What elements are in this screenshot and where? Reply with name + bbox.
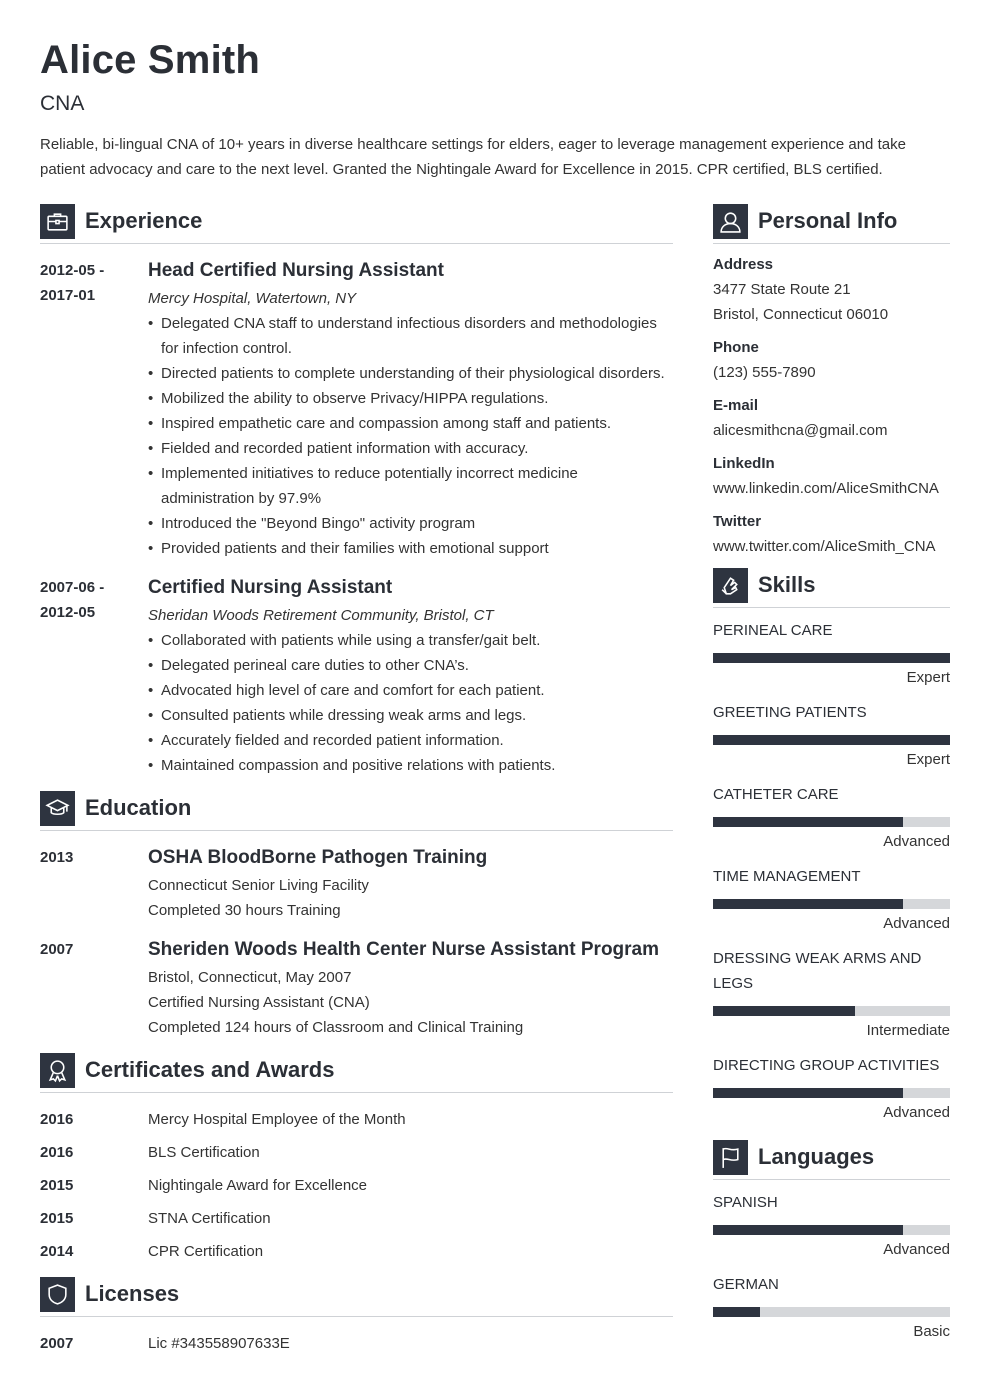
candidate-name: Alice Smith [40, 38, 261, 82]
education-line: Certified Nursing Assistant (CNA) [148, 994, 370, 1011]
list-item: • Mobilized the ability to observe Privacy/HIPPA regulations. [148, 386, 673, 411]
personal-info-header [713, 203, 950, 244]
info-label: LinkedIn [713, 455, 775, 472]
list-item: • Implemented initiatives to reduce potentially incorrect medicine administration by 97.9% [148, 461, 673, 511]
education-entry [40, 845, 673, 923]
info-label: Twitter [713, 513, 762, 530]
experience-title: Experience [85, 208, 203, 233]
list-item: • Delegated CNA staff to understand infectious disorders and methodologies for infection control. [148, 311, 673, 361]
job-title: Head Certified Nursing Assistant [148, 260, 444, 281]
job-body [148, 258, 673, 561]
list-item: • Advocated high level of care and comfort for each patient. [148, 678, 673, 703]
certificate-row [40, 1107, 673, 1132]
right-column [713, 203, 950, 1344]
license-year: 2007 [40, 1335, 74, 1352]
skill-level-bar [713, 817, 950, 827]
list-item: • Directed patients to complete understanding of their physiological disorders. [148, 361, 673, 386]
left-column [40, 203, 673, 1356]
education-year: 2007 [40, 941, 74, 958]
language-item [713, 1272, 950, 1344]
skill-level-label: Expert [906, 751, 950, 768]
skill-level-bar [713, 899, 950, 909]
experience-entry [40, 258, 673, 561]
education-section [40, 790, 673, 1040]
language-level-label: Advanced [883, 1241, 950, 1258]
personal-info-title: Personal Info [758, 208, 898, 233]
info-value: alicesmithcna@gmail.com [713, 422, 888, 439]
list-item: • Maintained compassion and positive relations with patients. [148, 753, 673, 778]
skill-level-label: Expert [906, 669, 950, 686]
education-title: Sheriden Woods Health Center Nurse Assistant Program [148, 939, 660, 960]
job-company: Sheridan Woods Retirement Community, Bristol, CT [148, 607, 494, 624]
languages-title: Languages [758, 1144, 875, 1169]
job-date-end: 2012-05 [40, 604, 96, 621]
certificate-year: 2015 [40, 1177, 74, 1194]
education-year: 2013 [40, 849, 74, 866]
education-line: Connecticut Senior Living Facility [148, 877, 369, 894]
licenses-section [40, 1276, 673, 1356]
briefcase-icon [40, 204, 75, 239]
shield-icon [40, 1277, 75, 1312]
education-details [148, 873, 673, 923]
education-body [148, 845, 673, 923]
info-value: www.linkedin.com/AliceSmithCNA [713, 480, 939, 497]
language-level-label: Basic [913, 1323, 950, 1340]
hand-tools-icon [713, 568, 748, 603]
profile-summary: Reliable, bi-lingual CNA of 10+ years in diverse healthcare settings for elders, eager to leverage management experience and take patient advocacy and care to the next level. Granted the Nightingale Award for Excellence in 2015. CPR certified, BLS certified. [40, 136, 906, 178]
skill-item [713, 946, 950, 1043]
certificate-year: 2015 [40, 1210, 74, 1227]
skill-level-label: Advanced [883, 833, 950, 850]
skill-level-fill [713, 1088, 903, 1098]
licenses-header [40, 1276, 673, 1317]
job-dates [40, 258, 148, 561]
info-label: E-mail [713, 397, 759, 414]
skill-level-bar [713, 653, 950, 663]
skill-level-fill [713, 735, 950, 745]
education-line: Completed 30 hours Training [148, 902, 341, 919]
language-item [713, 1190, 950, 1262]
flag-icon [713, 1140, 748, 1175]
certificate-text: BLS Certification [148, 1144, 260, 1161]
skill-name: DRESSING WEAK ARMS AND LEGS [713, 950, 922, 992]
list-item: • Inspired empathetic care and compassion among staff and patients. [148, 411, 673, 436]
certificates-section [40, 1052, 673, 1264]
certificate-row [40, 1140, 673, 1165]
info-value: 3477 State Route 21 [713, 281, 851, 298]
language-level-fill [713, 1307, 760, 1317]
list-item: • Delegated perineal care duties to other CNA’s. [148, 653, 673, 678]
list-item: • Fielded and recorded patient information with accuracy. [148, 436, 673, 461]
skill-name: TIME MANAGEMENT [713, 868, 861, 885]
skill-level-fill [713, 653, 950, 663]
info-label: Phone [713, 339, 759, 356]
job-title: Certified Nursing Assistant [148, 577, 393, 598]
skill-level-label: Advanced [883, 915, 950, 932]
language-level-fill [713, 1225, 903, 1235]
licenses-title: Licenses [85, 1281, 180, 1306]
list-item: • Accurately fielded and recorded patient information. [148, 728, 673, 753]
job-company: Mercy Hospital, Watertown, NY [148, 290, 357, 307]
job-body [148, 575, 673, 778]
skills-header [713, 567, 950, 608]
experience-header [40, 203, 673, 244]
education-details [148, 965, 673, 1040]
language-level-bar [713, 1307, 950, 1317]
skill-name: GREETING PATIENTS [713, 704, 867, 721]
languages-section [713, 1139, 950, 1344]
job-bullets [148, 628, 673, 778]
certificate-year: 2016 [40, 1144, 74, 1161]
candidate-role: CNA [40, 92, 85, 115]
certificate-row [40, 1206, 673, 1231]
language-level-bar [713, 1225, 950, 1235]
skill-level-fill [713, 1006, 855, 1016]
certificates-title: Certificates and Awards [85, 1057, 335, 1082]
education-line: Bristol, Connecticut, May 2007 [148, 969, 352, 986]
skill-level-fill [713, 899, 903, 909]
skill-name: CATHETER CARE [713, 786, 839, 803]
languages-header [713, 1139, 950, 1180]
experience-section [40, 203, 673, 778]
license-row [40, 1331, 673, 1356]
skill-item [713, 864, 950, 936]
info-value: (123) 555-7890 [713, 364, 816, 381]
skill-level-bar [713, 1088, 950, 1098]
language-name: GERMAN [713, 1276, 779, 1293]
language-name: SPANISH [713, 1194, 778, 1211]
skills-title: Skills [758, 572, 816, 597]
education-title: Education [85, 795, 192, 820]
skills-section [713, 567, 950, 1125]
certificate-text: Mercy Hospital Employee of the Month [148, 1111, 406, 1128]
skill-item [713, 1053, 950, 1125]
certificate-row [40, 1173, 673, 1198]
skill-name: PERINEAL CARE [713, 622, 833, 639]
certificate-row [40, 1239, 673, 1264]
education-body [148, 937, 673, 1040]
job-date-start: 2007-06 - [40, 579, 105, 596]
list-item: • Introduced the "Beyond Bingo" activity program [148, 511, 673, 536]
award-ribbon-icon [40, 1053, 75, 1088]
education-title: OSHA BloodBorne Pathogen Training [148, 847, 488, 868]
skill-item [713, 618, 950, 690]
skill-level-fill [713, 817, 903, 827]
certificate-text: STNA Certification [148, 1210, 271, 1227]
graduation-cap-icon [40, 791, 75, 826]
certificate-year: 2014 [40, 1243, 74, 1260]
info-value: Bristol, Connecticut 06010 [713, 306, 889, 323]
job-date-start: 2012-05 - [40, 262, 105, 279]
certificates-header [40, 1052, 673, 1093]
education-entry [40, 937, 673, 1040]
skill-level-bar [713, 735, 950, 745]
certificate-text: CPR Certification [148, 1243, 264, 1260]
certificate-year: 2016 [40, 1111, 74, 1128]
job-bullets [148, 311, 673, 561]
education-line: Completed 124 hours of Classroom and Clinical Training [148, 1019, 524, 1036]
education-header [40, 790, 673, 831]
license-text: Lic #343558907633E [148, 1335, 290, 1352]
personal-info-section [713, 203, 950, 559]
skill-level-bar [713, 1006, 950, 1016]
list-item: • Consulted patients while dressing weak arms and legs. [148, 703, 673, 728]
skill-name: DIRECTING GROUP ACTIVITIES [713, 1057, 940, 1074]
job-date-end: 2017-01 [40, 287, 96, 304]
info-label: Address [713, 256, 774, 273]
skill-item [713, 700, 950, 772]
skill-level-label: Advanced [883, 1104, 950, 1121]
skill-level-label: Intermediate [866, 1022, 950, 1039]
certificate-text: Nightingale Award for Excellence [148, 1177, 368, 1194]
list-item: • Provided patients and their families with emotional support [148, 536, 673, 561]
skill-item [713, 782, 950, 854]
info-value: www.twitter.com/AliceSmith_CNA [713, 538, 936, 555]
job-dates [40, 575, 148, 778]
list-item: • Collaborated with patients while using a transfer/gait belt. [148, 628, 673, 653]
experience-entry [40, 575, 673, 778]
user-icon [713, 204, 748, 239]
